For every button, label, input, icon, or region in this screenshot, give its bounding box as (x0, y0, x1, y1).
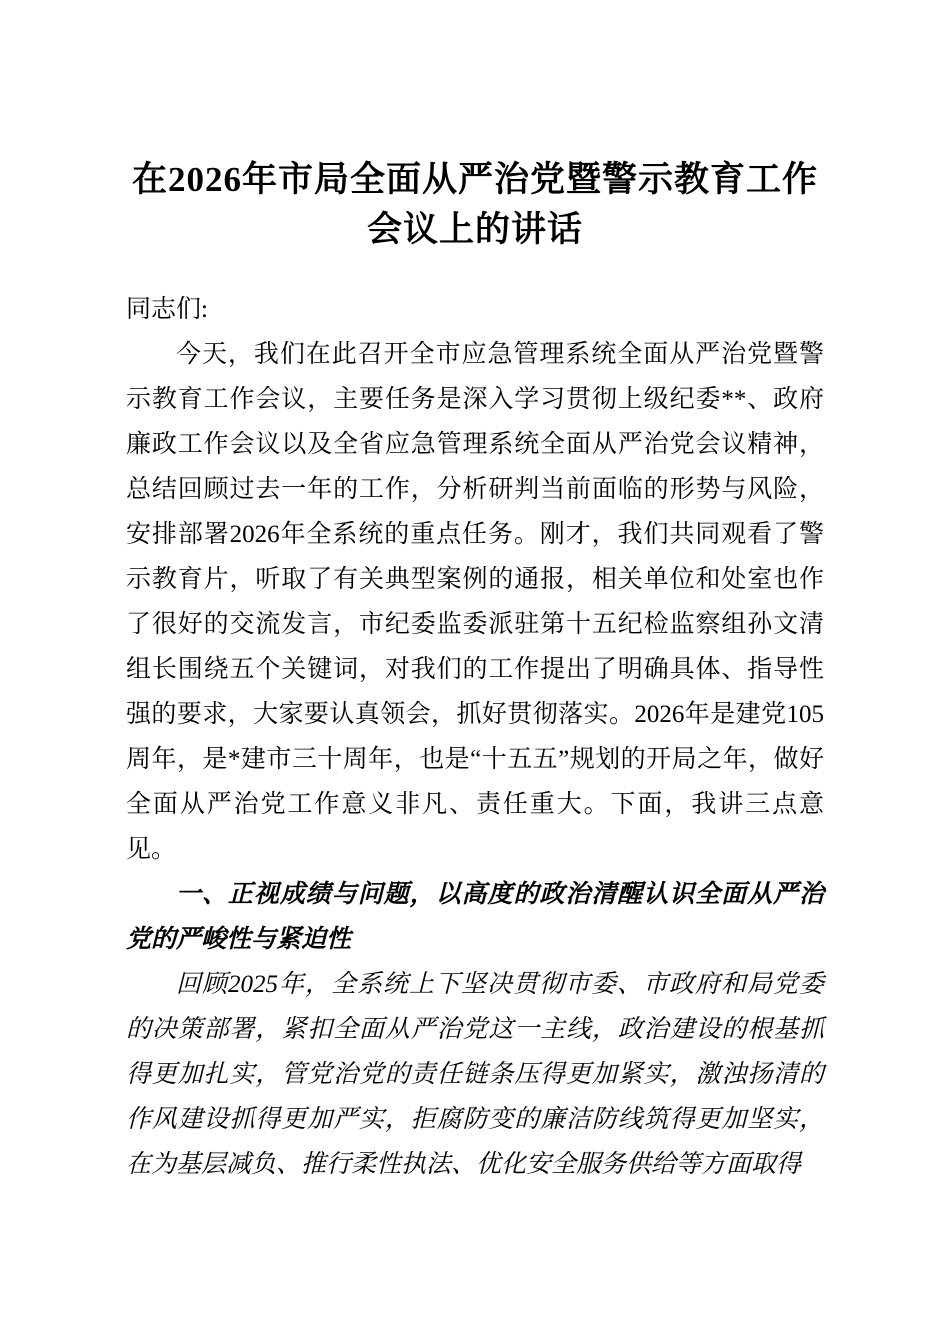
document-title: 在2026年市局全面从严治党暨警示教育工作会议上的讲话 (131, 160, 818, 249)
paragraph-salutation: 同志们: (126, 296, 208, 323)
section-heading-1: 一、正视成绩与问题，以高度的政治清醒认识全面从严治党的严峻性与紧迫性 (126, 881, 824, 953)
paragraph-intro: 今天，我们在此召开全市应急管理系统全面从严治党暨警示教育工作会议，主要任务是深入学习贯彻上级纪委**、政府廉政工作会议以及全省应急管理系统全面从严治党会议精神，总结回顾过去一年的工作，分析研判当前面临的形势与风险，安排部署2026年全系统的重点任务。刚才，我们共同观看了警示教育片，听取了有关典型案例的通报，相关单位和处室也作了很好的交流发言，市纪委监委派驻第十五纪检监察组孙文清组长围绕五个关键词，对我们的工作提出了明确具体、指导性强的要求，大家要认真领会，抓好贯彻落实。2026年是建党105周年，是*建市三十周年，也是“十五五”规划的开局之年，做好全面从严治党工作意义非凡、责任重大。下面，我讲三点意见。 (126, 341, 824, 863)
paragraph-review-2025: 回顾2025年，全系统上下坚决贯彻市委、市政府和局党委的决策部署，紧扣全面从严治党这一主线，政治建设的根基抓得更加扎实，管党治党的责任链条压得更加紧实，激浊扬清的作风建设抓得更加严实，拒腐防变的廉洁防线筑得更加坚实，在为基层减负、推行柔性执法、优化安全服务供给等方面取得 (126, 971, 824, 1178)
